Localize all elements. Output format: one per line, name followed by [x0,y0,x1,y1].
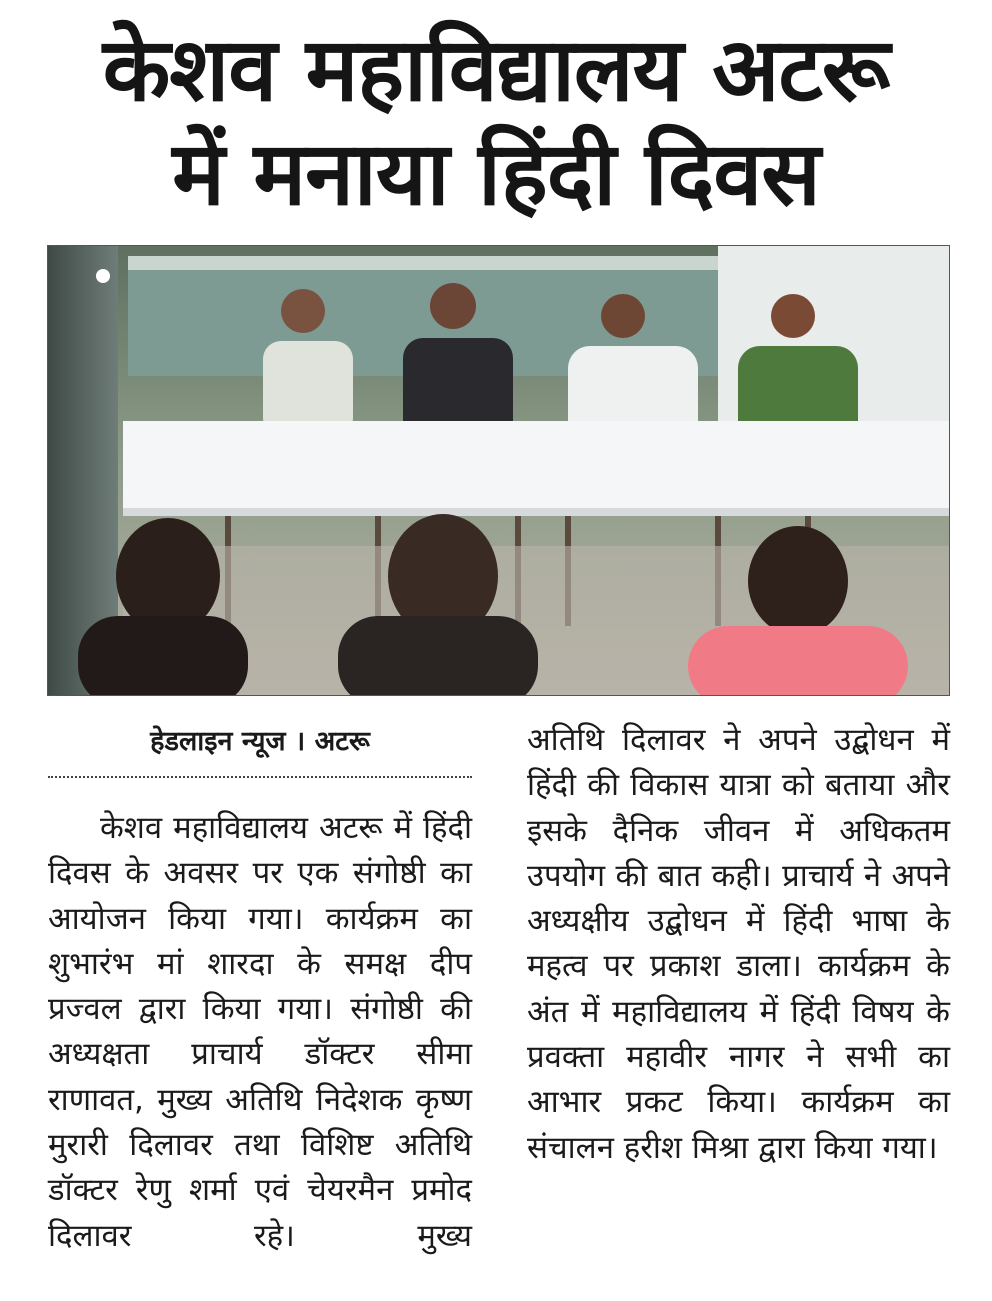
dateline: हेडलाइन न्यूज । अटरू [150,726,370,757]
article-column-1: केशव महाविद्यालय अटरू में हिंदी दिवस के अवसर पर एक संगोष्ठी का आयोजन किया गया। कार्यक्रम का शुभारंभ मां शारदा के समक्ष दीप प्रज्वल द्वारा किया गया। संगोष्ठी की अध्यक्षता प्राचार्य डॉक्टर सीमा राणावत, मुख्य अतिथि निदेशक कृष्ण मुरारी दिलावर तथा विशिष्ट अतिथि डॉक्टर रेणु शर्मा एवं चेयरमैन प्रमोद दिलावर रहे। मुख्य [48,810,472,1254]
article-column-2: अतिथि दिलावर ने अपने उद्बोधन में हिंदी की विकास यात्रा को बताया और इसके दैनिक जीवन में अधिकतम उपयोग की बात कही। प्राचार्य ने अपने अध्यक्षीय उद्बोधन में हिंदी भाषा के महत्व पर प्रकाश डाला। कार्यक्रम के अंत में महाविद्यालय में हिंदी विषय के प्रवक्ता महावीर नागर ने सभी का आभार प्रकट किया। कार्यक्रम का संचालन हरीश मिश्रा द्वारा किया गया। [527,722,950,1166]
headline [20,18,972,226]
dotted-divider [48,776,472,778]
event-photo [47,245,950,696]
headline-line-1: केशव महाविद्यालय अटरू [102,18,890,121]
headline-line-2: में मनाया हिंदी दिवस [172,122,820,225]
ceiling-light [96,269,110,283]
stage-table [123,421,949,516]
event-photo-illustration [48,246,949,695]
